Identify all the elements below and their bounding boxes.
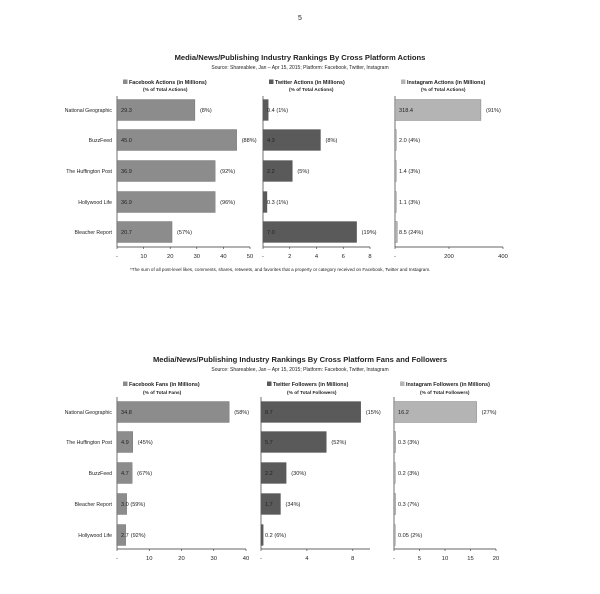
category-label: Hollywood Life — [78, 200, 112, 206]
category-label: BuzzFeed — [88, 138, 112, 144]
x-tick-label: - — [116, 254, 118, 260]
bar-value-label: 3.0 (59%) — [121, 502, 146, 508]
bar-instagram — [394, 463, 395, 484]
legend-swatch-facebook — [123, 80, 128, 85]
x-tick-label: 2 — [288, 254, 292, 260]
x-tick-label: - — [394, 254, 396, 260]
category-label: Bleacher Report — [74, 502, 112, 508]
x-tick-label: 6 — [341, 254, 345, 260]
panel-header-twitter: Twitter Followers (in Millions) — [273, 382, 349, 388]
panel-subheader-instagram: (% of Total Followers) — [420, 391, 470, 396]
bar-value-label: 2.7 — [121, 533, 129, 539]
bar-percent-label: (27%) — [481, 410, 497, 416]
x-tick-label: 8 — [351, 556, 355, 562]
page-number: 5 — [298, 15, 302, 22]
bar-percent-label: (91%) — [485, 108, 501, 114]
bar-twitter — [261, 402, 361, 423]
panel-header-facebook: Facebook Actions (in Millions) — [129, 80, 207, 86]
bar-instagram — [395, 161, 396, 182]
bar-value-label: 0.2 (3%) — [398, 471, 420, 477]
bar-percent-label: (15%) — [365, 410, 381, 416]
category-label: Hollywood Life — [78, 533, 112, 539]
x-tick-label: 10 — [441, 556, 449, 562]
bar-percent-label: (96%) — [220, 200, 236, 206]
bar-value-label: 2.2 — [267, 169, 275, 175]
bar-value-label: 1.4 (3%) — [399, 169, 421, 175]
x-tick-label: 4 — [305, 556, 309, 562]
x-tick-label: 40 — [242, 556, 250, 562]
bar-value-label: 0.3 (3%) — [398, 440, 420, 446]
x-tick-label: 200 — [444, 254, 454, 260]
bar-percent-label: (8%) — [325, 138, 338, 144]
bar-percent-label: (45%) — [137, 440, 153, 446]
bar-value-label: 0.2 (6%) — [265, 533, 287, 539]
panel-header-twitter: Twitter Actions (in Millions) — [275, 80, 345, 86]
bar-value-label: 1.7 — [265, 502, 273, 508]
actions-chart-title: Media/News/Publishing Industry Rankings By Cross Platform Actions — [174, 53, 426, 62]
bar-value-label: 16.2 — [398, 410, 409, 416]
panel-header-facebook: Facebook Fans (in Millions) — [129, 382, 200, 388]
bar-twitter — [263, 222, 357, 243]
bar-percent-label: (58%) — [234, 410, 250, 416]
bar-value-label: 29.3 — [121, 108, 132, 114]
bar-instagram — [395, 222, 397, 243]
x-tick-label: 20 — [178, 556, 185, 562]
x-tick-label: 30 — [210, 556, 217, 562]
bar-instagram — [395, 192, 396, 213]
bar-value-label: 2.0 (4%) — [399, 138, 421, 144]
bar-value-label: 2.2 — [265, 471, 273, 477]
panel-subheader-facebook: (% of Total Fans) — [143, 391, 182, 396]
legend-swatch-facebook — [123, 382, 128, 387]
legend-swatch-twitter — [269, 80, 274, 85]
x-tick-label: 5 — [417, 556, 422, 562]
bar-value-label: 7.0 — [267, 230, 275, 236]
bar-value-label: 0.4 (1%) — [267, 108, 289, 114]
x-tick-label: 20 — [166, 254, 174, 260]
fans-chart-title: Media/News/Publishing Industry Rankings By Cross Platform Fans and Followers — [152, 355, 448, 364]
panel-subheader-facebook: (% of Total Actions) — [143, 88, 188, 93]
category-label: Bleacher Report — [74, 230, 112, 236]
x-tick-label: 15 — [467, 556, 474, 562]
bar-percent-label: (52%) — [331, 440, 347, 446]
bar-instagram — [395, 130, 396, 151]
bar-value-label: 34.8 — [121, 410, 132, 416]
bar-percent-label: (57%) — [177, 230, 192, 236]
x-tick-label: 40 — [220, 254, 227, 260]
category-label: The Huffington Post — [66, 440, 112, 446]
x-tick-label: - — [260, 556, 262, 562]
category-label: National Geographic — [64, 108, 112, 114]
bar-instagram — [394, 525, 395, 546]
category-label: BuzzFeed — [88, 471, 112, 477]
bar-value-label: 4.7 — [121, 471, 129, 477]
bar-percent-label: (92%) — [220, 169, 236, 175]
bar-percent-label: (92%) — [130, 533, 146, 539]
legend-swatch-twitter — [267, 382, 272, 387]
panel-subheader-instagram: (% of Total Actions) — [421, 88, 466, 93]
bar-value-label: 45.0 — [121, 138, 132, 144]
panel-subheader-twitter: (% of Total Followers) — [287, 391, 337, 396]
x-tick-label: 50 — [246, 254, 254, 260]
bar-value-label: 0.3 (7%) — [398, 502, 420, 508]
category-label: National Geographic — [64, 410, 112, 416]
x-tick-label: 10 — [146, 556, 153, 562]
x-tick-label: 8 — [368, 254, 372, 260]
bar-value-label: 36.9 — [121, 169, 132, 175]
footnote: *The sum of all post-level likes, comments, shares, retweets, and favorites that a property or category received on Facebook, Twitter and Instagram. — [130, 267, 431, 272]
bar-value-label: 20.7 — [121, 230, 132, 236]
bar-percent-label: (30%) — [291, 471, 307, 477]
bar-value-label: 8.5 (24%) — [399, 230, 424, 236]
bar-value-label: 1.1 (3%) — [399, 200, 421, 206]
panel-header-instagram: Instagram Actions (in Millions) — [407, 80, 486, 86]
x-tick-label: 10 — [140, 254, 147, 260]
x-tick-label: 400 — [498, 254, 508, 260]
x-tick-label: - — [116, 556, 118, 562]
bar-facebook — [117, 402, 229, 423]
bar-instagram — [394, 432, 396, 453]
panel-header-instagram: Instagram Followers (in Millions) — [406, 382, 490, 388]
bar-value-label: 0.05 (2%) — [398, 533, 423, 539]
bar-value-label: 8.7 — [265, 410, 273, 416]
x-tick-label: 30 — [193, 254, 201, 260]
bar-value-label: 5.7 — [265, 440, 273, 446]
x-tick-label: 20 — [492, 556, 500, 562]
bar-percent-label: (5%) — [297, 169, 310, 175]
legend-swatch-instagram — [401, 80, 406, 85]
bar-value-label: 36.9 — [121, 200, 132, 206]
bar-value-label: 4.9 — [121, 440, 129, 446]
bar-facebook — [117, 130, 237, 151]
legend-swatch-instagram — [400, 382, 405, 387]
bar-percent-label: (8%) — [199, 108, 212, 114]
fans-chart-source: Source: Shareablee, Jan – Apr 15, 2015; Platform: Facebook, Twitter, Instagram — [211, 367, 389, 373]
bar-percent-label: (88%) — [241, 138, 257, 144]
bar-instagram — [394, 494, 396, 515]
bar-value-label: 4.3 — [267, 138, 275, 144]
x-tick-label: - — [262, 254, 264, 260]
bar-value-label: 318.4 — [399, 108, 413, 114]
bar-percent-label: (19%) — [361, 230, 377, 236]
actions-chart-source: Source: Shareablee, Jan – Apr 15, 2015; Platform: Facebook, Twitter, Instagram — [211, 65, 389, 71]
bar-percent-label: (67%) — [137, 471, 153, 477]
bar-twitter — [261, 525, 263, 546]
panel-subheader-twitter: (% of Total Actions) — [289, 88, 334, 93]
category-label: The Huffington Post — [66, 169, 112, 175]
bar-percent-label: (34%) — [285, 502, 301, 508]
bar-value-label: 0.3 (1%) — [267, 200, 289, 206]
x-tick-label: - — [393, 556, 395, 562]
x-tick-label: 4 — [314, 254, 319, 260]
